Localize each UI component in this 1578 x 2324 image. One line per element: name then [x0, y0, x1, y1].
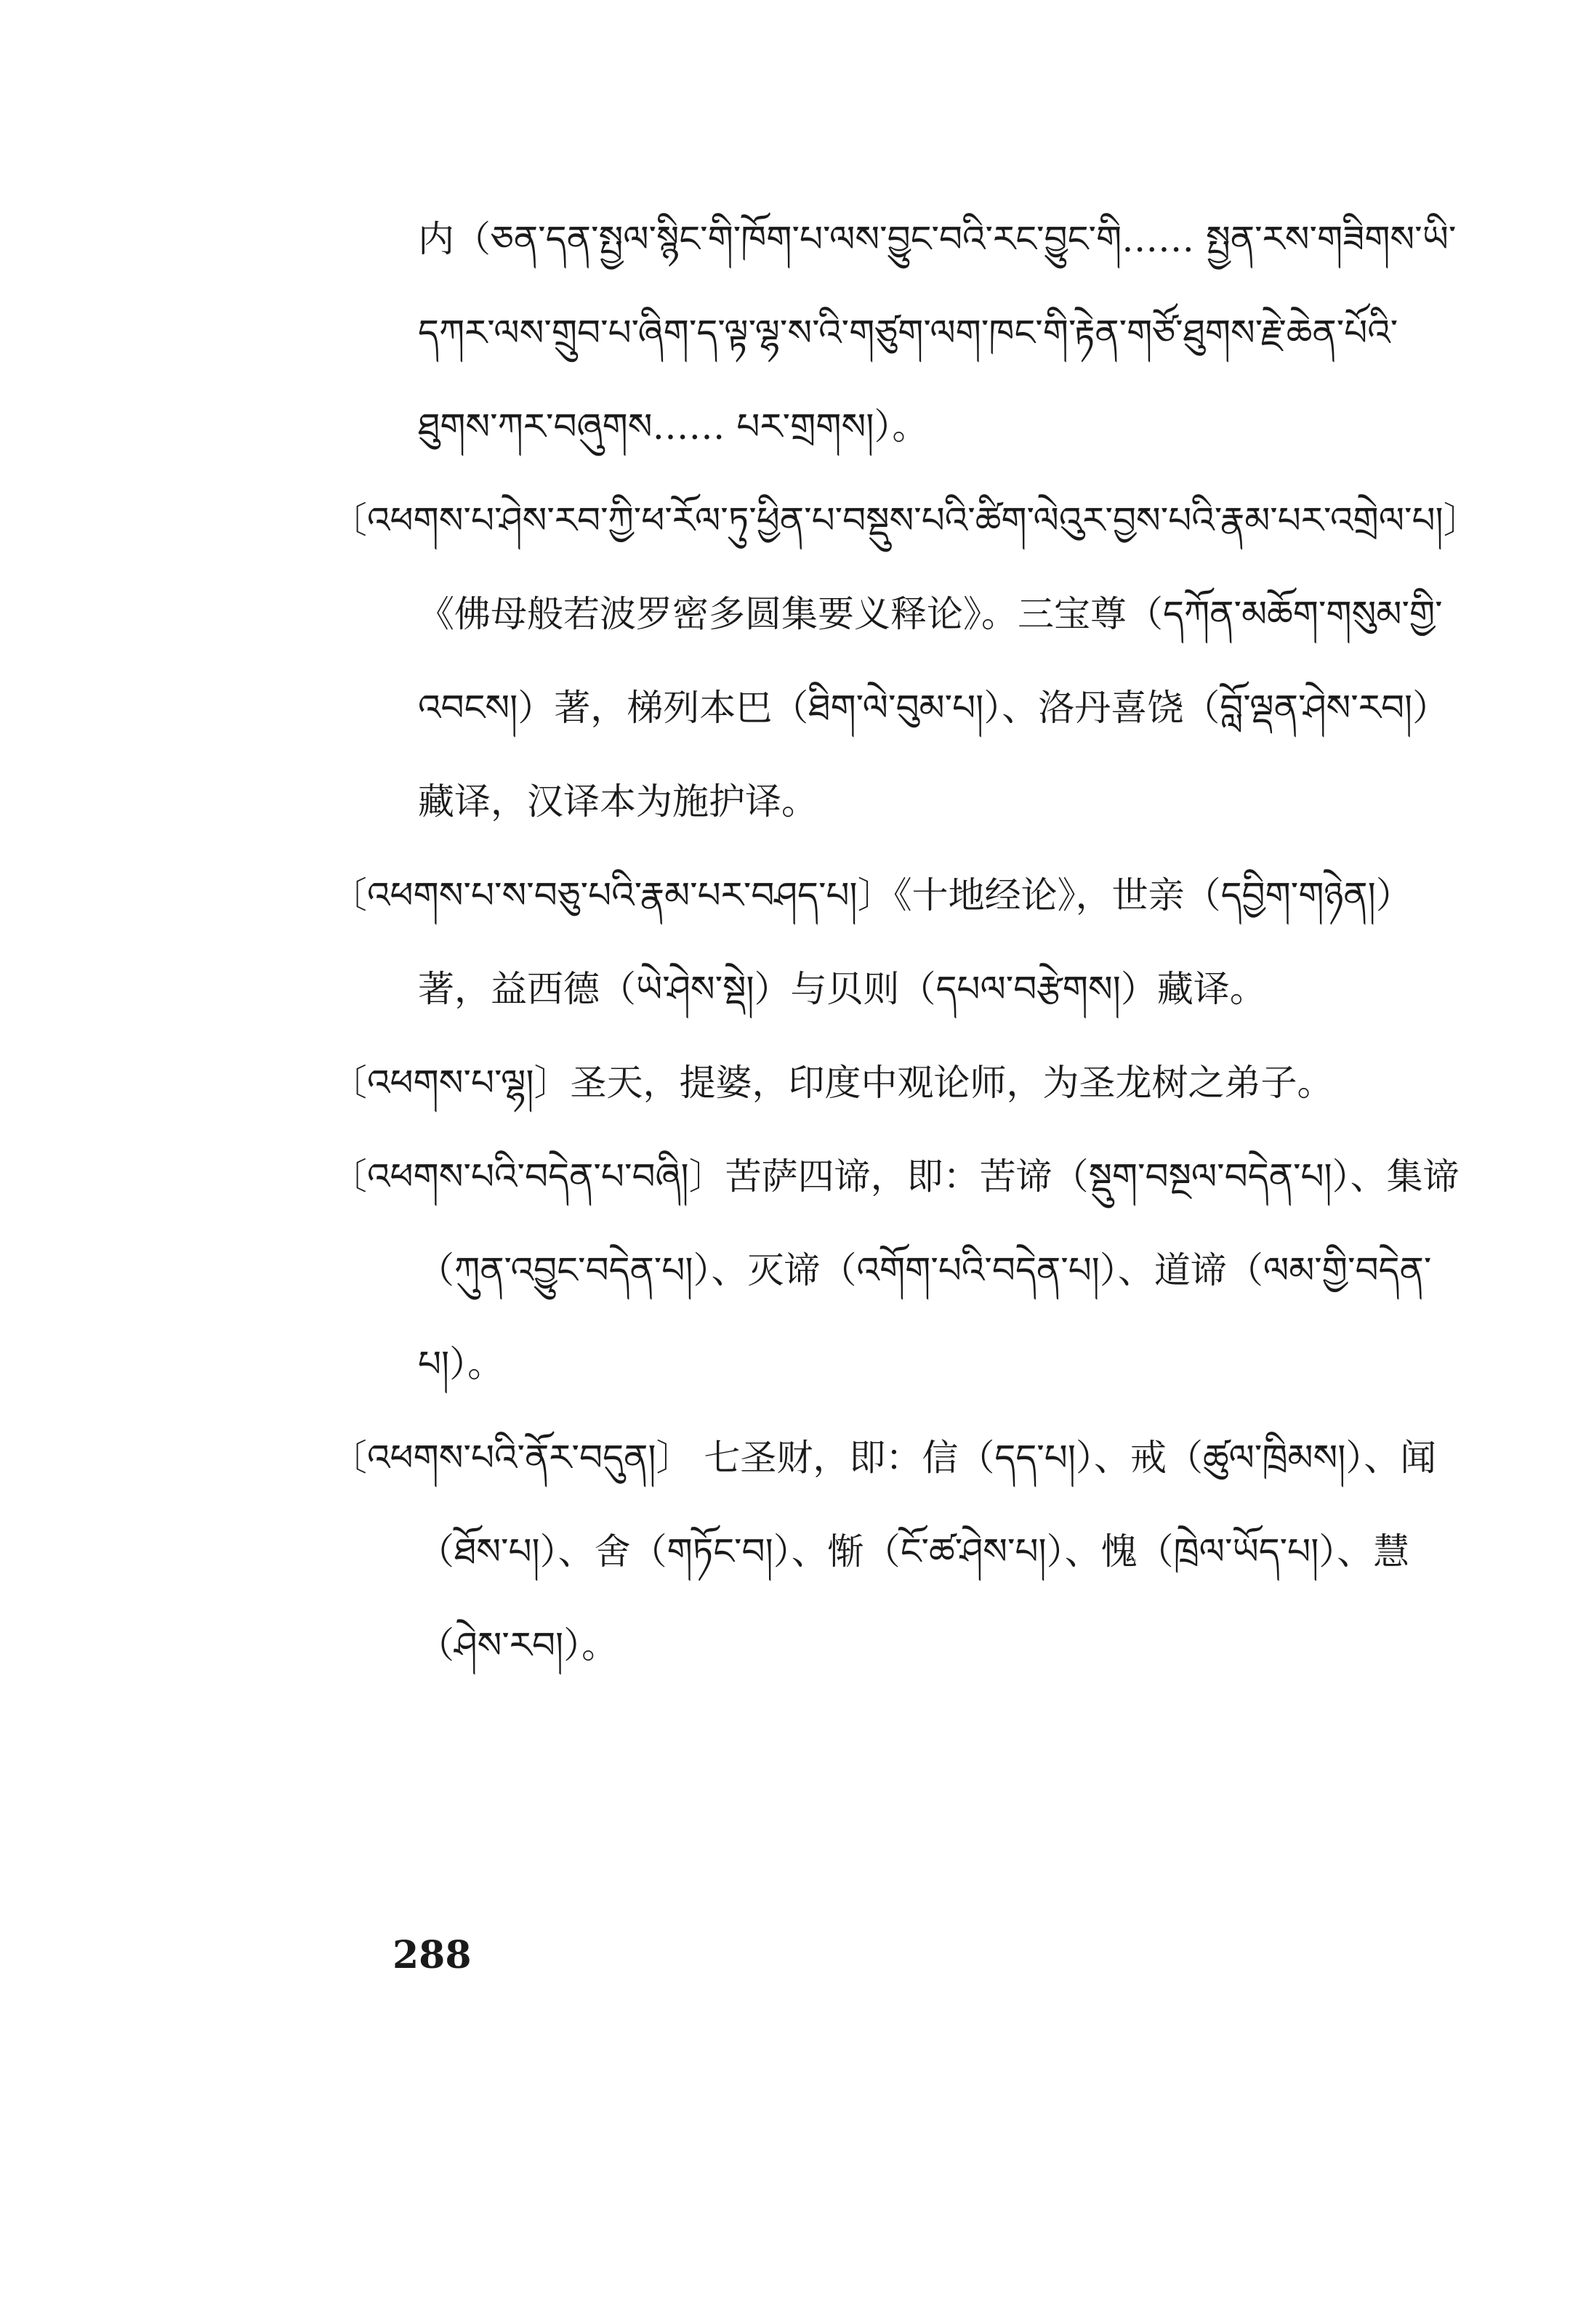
entry-seven-noble-riches: 〔འཕགས་པའི་ནོར་བདུན།〕 七圣财，即：信（དད་པ།）、戒（ཚུལ་ཁྲིམས།）、闻（ཐོས་པ།）、舍（གཏོང་བ།）、惭（ངོ་ཚ་ཤེས་པ།）、愧（ཁྲེལ་ཡོད་པ།）、慧（ཤེས་རབ།）。	[331, 1437, 1437, 1666]
page-number: 288	[393, 1933, 472, 1977]
entry-aryadeva: 〔འཕགས་པ་ལྷ།〕圣天，提婆，印度中观论师，为圣龙树之弟子。	[331, 1062, 1334, 1104]
entry-dasabhumi-commentary: 〔འཕགས་པ་ས་བཅུ་པའི་རྣམ་པར་བཤད་པ།〕《十地经论》，世亲（དབྱིག་གཉེན།）著，益西德（ཡེ་ཤེས་སྡེ།）与贝则（དཔལ་བརྩེགས།）藏译。	[331, 874, 1412, 1010]
dictionary-text	[331, 193, 1465, 1692]
entry-prajnaparamita-commentary: 〔འཕགས་པ་ཤེས་རབ་ཀྱི་ཕ་རོལ་ཏུ་ཕྱིན་པ་བསྡུས་པའི་ཚིག་ལེའུར་བྱས་པའི་རྣམ་པར་འགྲེལ་པ།〕《佛母般若波罗密多圆集要义释论》。三宝尊（དཀོན་མཆོག་གསུམ་གྱི་འབངས།）著，梯列本巴（ཐིག་ལེ་བུམ་པ།）、洛丹喜饶（བློ་ལྡན་ཤེས་རབ།）藏译，汉译本为施护译。	[331, 499, 1462, 823]
entry-continuation: 内（ཅན་དན་སྤྱལ་སྙིང་གི་ཁོག་པ་ལས་བྱུང་བའི་རང་བྱུང་གི…… སྤྱན་རས་གཟིགས་ཡི་དཀར་ལས་གྲུབ་པ་ཞིག་ད་ལྟ་ལྷ་ས་འི་གཙུག་ལག་ཁང་གི་རྟེན་གཙོ་ཐུགས་རྗེ་ཆེན་པོའི་ཐུགས་ཀར་བཞུགས…… པར་གྲགས།）。	[418, 218, 1457, 448]
entry-four-noble-truths: 〔འཕགས་པའི་བདེན་པ་བཞི།〕苦萨四谛，即：苦谛（སྡུག་བསྔལ་བདེན་པ།）、集谛（ཀུན་འབྱུང་བདེན་པ།）、灭谛（འགོག་པའི་བདེན་པ།）、道谛（ལམ་གྱི་བདེན་པ།）。	[331, 1155, 1460, 1385]
